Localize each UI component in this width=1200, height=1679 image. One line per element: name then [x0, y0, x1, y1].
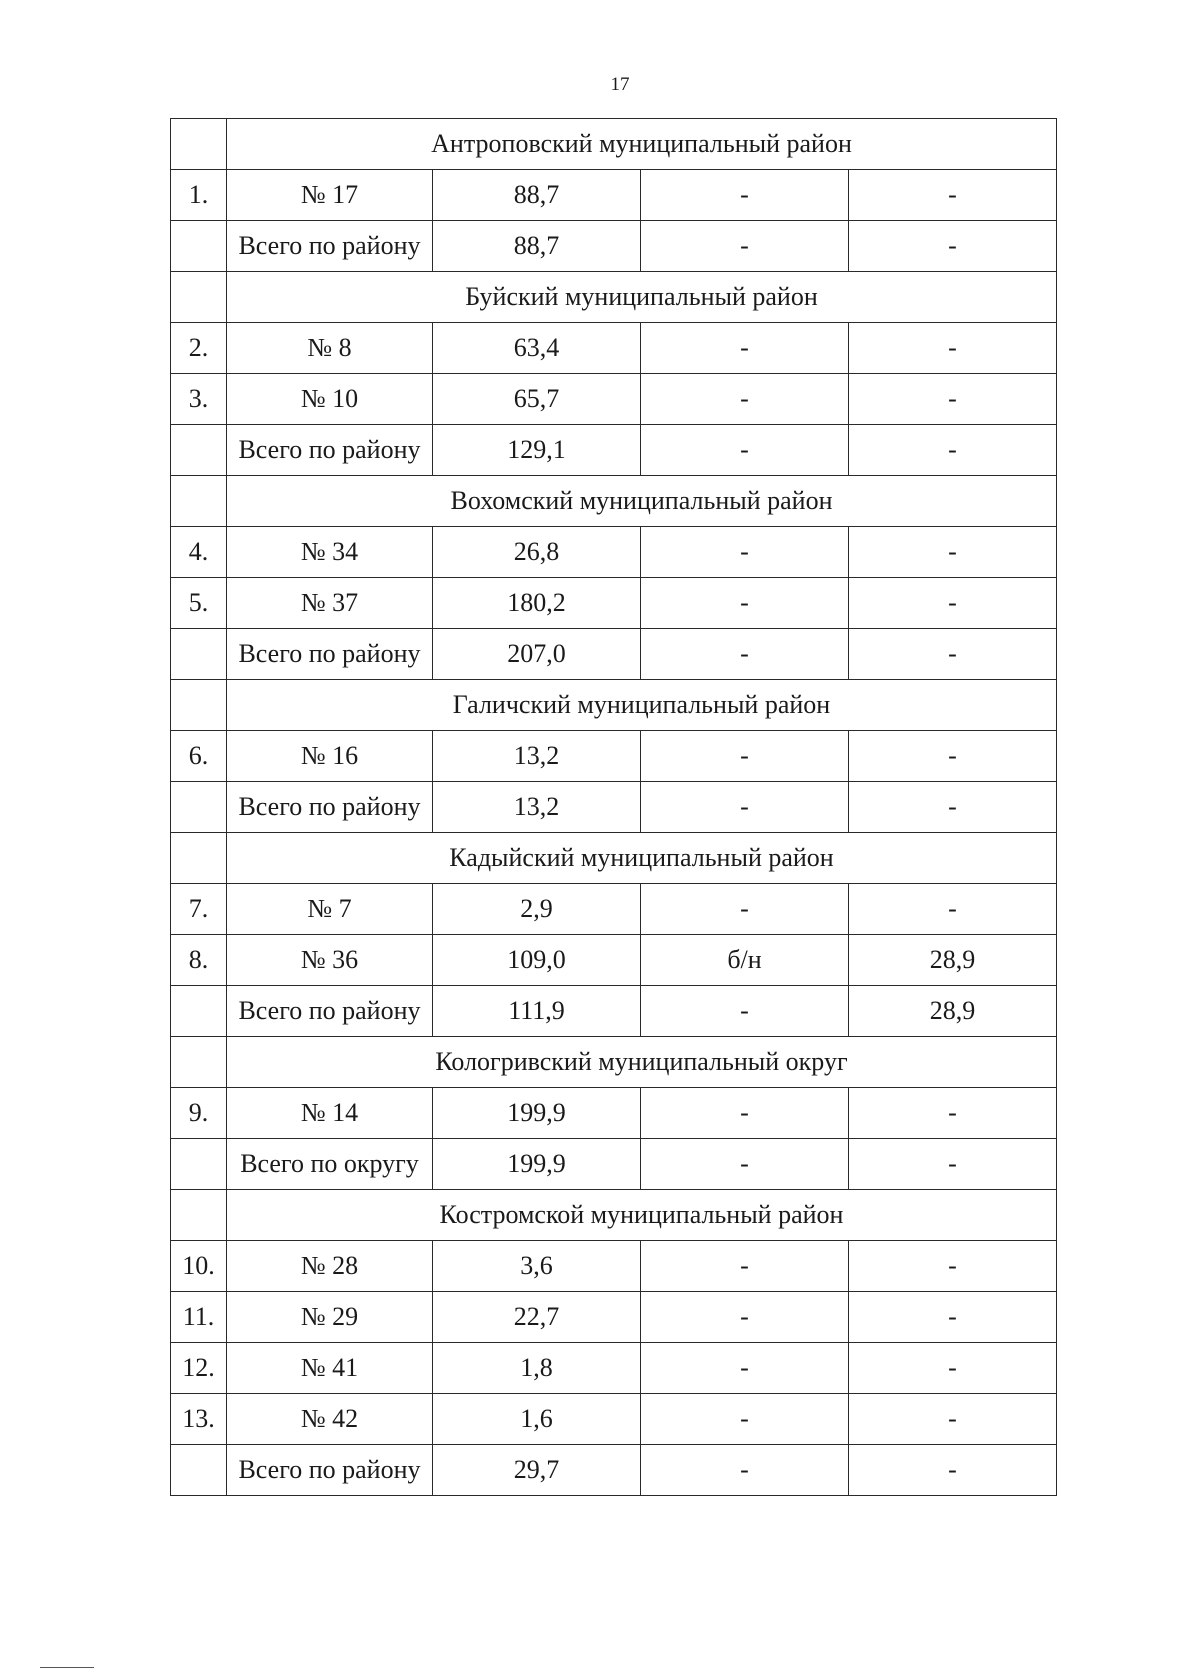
object-name-cell: № 28: [227, 1241, 433, 1292]
row-number-cell: 1.: [171, 170, 227, 221]
footer-line: [40, 1667, 94, 1668]
section-title: Кадыйский муниципальный район: [227, 833, 1057, 884]
section-header-row: [171, 119, 1057, 170]
row-number-cell: 7.: [171, 884, 227, 935]
total-row: [171, 1139, 1057, 1190]
column-4-cell: -: [849, 1139, 1057, 1190]
section-header-row: [171, 1037, 1057, 1088]
value-cell: 29,7: [433, 1445, 641, 1496]
object-name-cell: № 37: [227, 578, 433, 629]
total-row: [171, 782, 1057, 833]
column-3-cell: -: [641, 527, 849, 578]
row-number-cell: 13.: [171, 1394, 227, 1445]
table-row: [171, 1292, 1057, 1343]
column-4-cell: -: [849, 578, 1057, 629]
value-cell: 1,6: [433, 1394, 641, 1445]
section-title: Костромской муниципальный район: [227, 1190, 1057, 1241]
object-name-cell: № 17: [227, 170, 433, 221]
column-3-cell: -: [641, 1394, 849, 1445]
object-name-cell: Всего по округу: [227, 1139, 433, 1190]
table-row: [171, 935, 1057, 986]
row-number-cell: 5.: [171, 578, 227, 629]
table-row: [171, 1088, 1057, 1139]
column-4-cell: -: [849, 1088, 1057, 1139]
table-row: [171, 578, 1057, 629]
column-4-cell: -: [849, 629, 1057, 680]
row-number-cell: [171, 680, 227, 731]
table-row: [171, 1394, 1057, 1445]
column-3-cell: -: [641, 1445, 849, 1496]
row-number-cell: 8.: [171, 935, 227, 986]
value-cell: 13,2: [433, 731, 641, 782]
column-3-cell: -: [641, 782, 849, 833]
object-name-cell: № 10: [227, 374, 433, 425]
column-4-cell: -: [849, 1241, 1057, 1292]
object-name-cell: № 7: [227, 884, 433, 935]
section-title: Антроповский муниципальный район: [227, 119, 1057, 170]
table-body: [171, 119, 1057, 1496]
column-4-cell: -: [849, 1343, 1057, 1394]
row-number-cell: 6.: [171, 731, 227, 782]
column-3-cell: -: [641, 731, 849, 782]
column-4-cell: -: [849, 884, 1057, 935]
row-number-cell: [171, 1445, 227, 1496]
object-name-cell: Всего по району: [227, 986, 433, 1037]
column-4-cell: -: [849, 323, 1057, 374]
value-cell: 26,8: [433, 527, 641, 578]
column-4-cell: -: [849, 782, 1057, 833]
column-3-cell: б/н: [641, 935, 849, 986]
row-number-cell: [171, 119, 227, 170]
row-number-cell: 2.: [171, 323, 227, 374]
column-3-cell: -: [641, 374, 849, 425]
value-cell: 1,8: [433, 1343, 641, 1394]
total-row: [171, 986, 1057, 1037]
column-3-cell: -: [641, 986, 849, 1037]
value-cell: 199,9: [433, 1088, 641, 1139]
table-row: [171, 1241, 1057, 1292]
object-name-cell: Всего по району: [227, 629, 433, 680]
object-name-cell: № 8: [227, 323, 433, 374]
value-cell: 109,0: [433, 935, 641, 986]
object-name-cell: Всего по району: [227, 221, 433, 272]
column-4-cell: 28,9: [849, 986, 1057, 1037]
value-cell: 199,9: [433, 1139, 641, 1190]
section-title: Галичский муниципальный район: [227, 680, 1057, 731]
section-header-row: [171, 833, 1057, 884]
object-name-cell: Всего по району: [227, 1445, 433, 1496]
column-3-cell: -: [641, 1343, 849, 1394]
total-row: [171, 221, 1057, 272]
column-3-cell: -: [641, 1292, 849, 1343]
value-cell: 63,4: [433, 323, 641, 374]
value-cell: 88,7: [433, 170, 641, 221]
section-title: Вохомский муниципальный район: [227, 476, 1057, 527]
column-4-cell: -: [849, 1292, 1057, 1343]
total-row: [171, 425, 1057, 476]
column-3-cell: -: [641, 323, 849, 374]
row-number-cell: [171, 221, 227, 272]
object-name-cell: № 14: [227, 1088, 433, 1139]
object-name-cell: № 29: [227, 1292, 433, 1343]
value-cell: 129,1: [433, 425, 641, 476]
column-4-cell: -: [849, 1394, 1057, 1445]
section-header-row: [171, 1190, 1057, 1241]
column-3-cell: -: [641, 578, 849, 629]
value-cell: 13,2: [433, 782, 641, 833]
table-row: [171, 170, 1057, 221]
column-4-cell: -: [849, 731, 1057, 782]
column-3-cell: -: [641, 884, 849, 935]
row-number-cell: [171, 272, 227, 323]
column-4-cell: -: [849, 221, 1057, 272]
row-number-cell: [171, 629, 227, 680]
section-title: Буйский муниципальный район: [227, 272, 1057, 323]
page-number: 17: [610, 74, 630, 95]
table-row: [171, 884, 1057, 935]
object-name-cell: № 16: [227, 731, 433, 782]
section-header-row: [171, 476, 1057, 527]
value-cell: 22,7: [433, 1292, 641, 1343]
row-number-cell: 11.: [171, 1292, 227, 1343]
column-3-cell: -: [641, 1241, 849, 1292]
row-number-cell: 10.: [171, 1241, 227, 1292]
value-cell: 65,7: [433, 374, 641, 425]
column-4-cell: -: [849, 527, 1057, 578]
table-row: [171, 731, 1057, 782]
column-3-cell: -: [641, 425, 849, 476]
column-3-cell: -: [641, 170, 849, 221]
column-4-cell: -: [849, 374, 1057, 425]
object-name-cell: № 41: [227, 1343, 433, 1394]
row-number-cell: 3.: [171, 374, 227, 425]
row-number-cell: [171, 833, 227, 884]
value-cell: 180,2: [433, 578, 641, 629]
value-cell: 2,9: [433, 884, 641, 935]
row-number-cell: [171, 782, 227, 833]
table-row: [171, 374, 1057, 425]
column-4-cell: -: [849, 425, 1057, 476]
column-3-cell: -: [641, 1088, 849, 1139]
column-3-cell: -: [641, 221, 849, 272]
column-3-cell: -: [641, 1139, 849, 1190]
row-number-cell: 9.: [171, 1088, 227, 1139]
total-row: [171, 629, 1057, 680]
row-number-cell: 12.: [171, 1343, 227, 1394]
column-3-cell: -: [641, 629, 849, 680]
table-row: [171, 323, 1057, 374]
value-cell: 88,7: [433, 221, 641, 272]
column-4-cell: -: [849, 1445, 1057, 1496]
section-title: Кологривский муниципальный округ: [227, 1037, 1057, 1088]
value-cell: 3,6: [433, 1241, 641, 1292]
object-name-cell: № 34: [227, 527, 433, 578]
row-number-cell: [171, 1139, 227, 1190]
column-4-cell: -: [849, 170, 1057, 221]
section-header-row: [171, 680, 1057, 731]
data-table: [170, 118, 1057, 1496]
table-row: [171, 527, 1057, 578]
object-name-cell: № 36: [227, 935, 433, 986]
row-number-cell: 4.: [171, 527, 227, 578]
row-number-cell: [171, 425, 227, 476]
row-number-cell: [171, 476, 227, 527]
value-cell: 207,0: [433, 629, 641, 680]
table-row: [171, 1343, 1057, 1394]
object-name-cell: Всего по району: [227, 782, 433, 833]
total-row: [171, 1445, 1057, 1496]
column-4-cell: 28,9: [849, 935, 1057, 986]
row-number-cell: [171, 1190, 227, 1241]
row-number-cell: [171, 986, 227, 1037]
section-header-row: [171, 272, 1057, 323]
object-name-cell: Всего по району: [227, 425, 433, 476]
value-cell: 111,9: [433, 986, 641, 1037]
object-name-cell: № 42: [227, 1394, 433, 1445]
row-number-cell: [171, 1037, 227, 1088]
